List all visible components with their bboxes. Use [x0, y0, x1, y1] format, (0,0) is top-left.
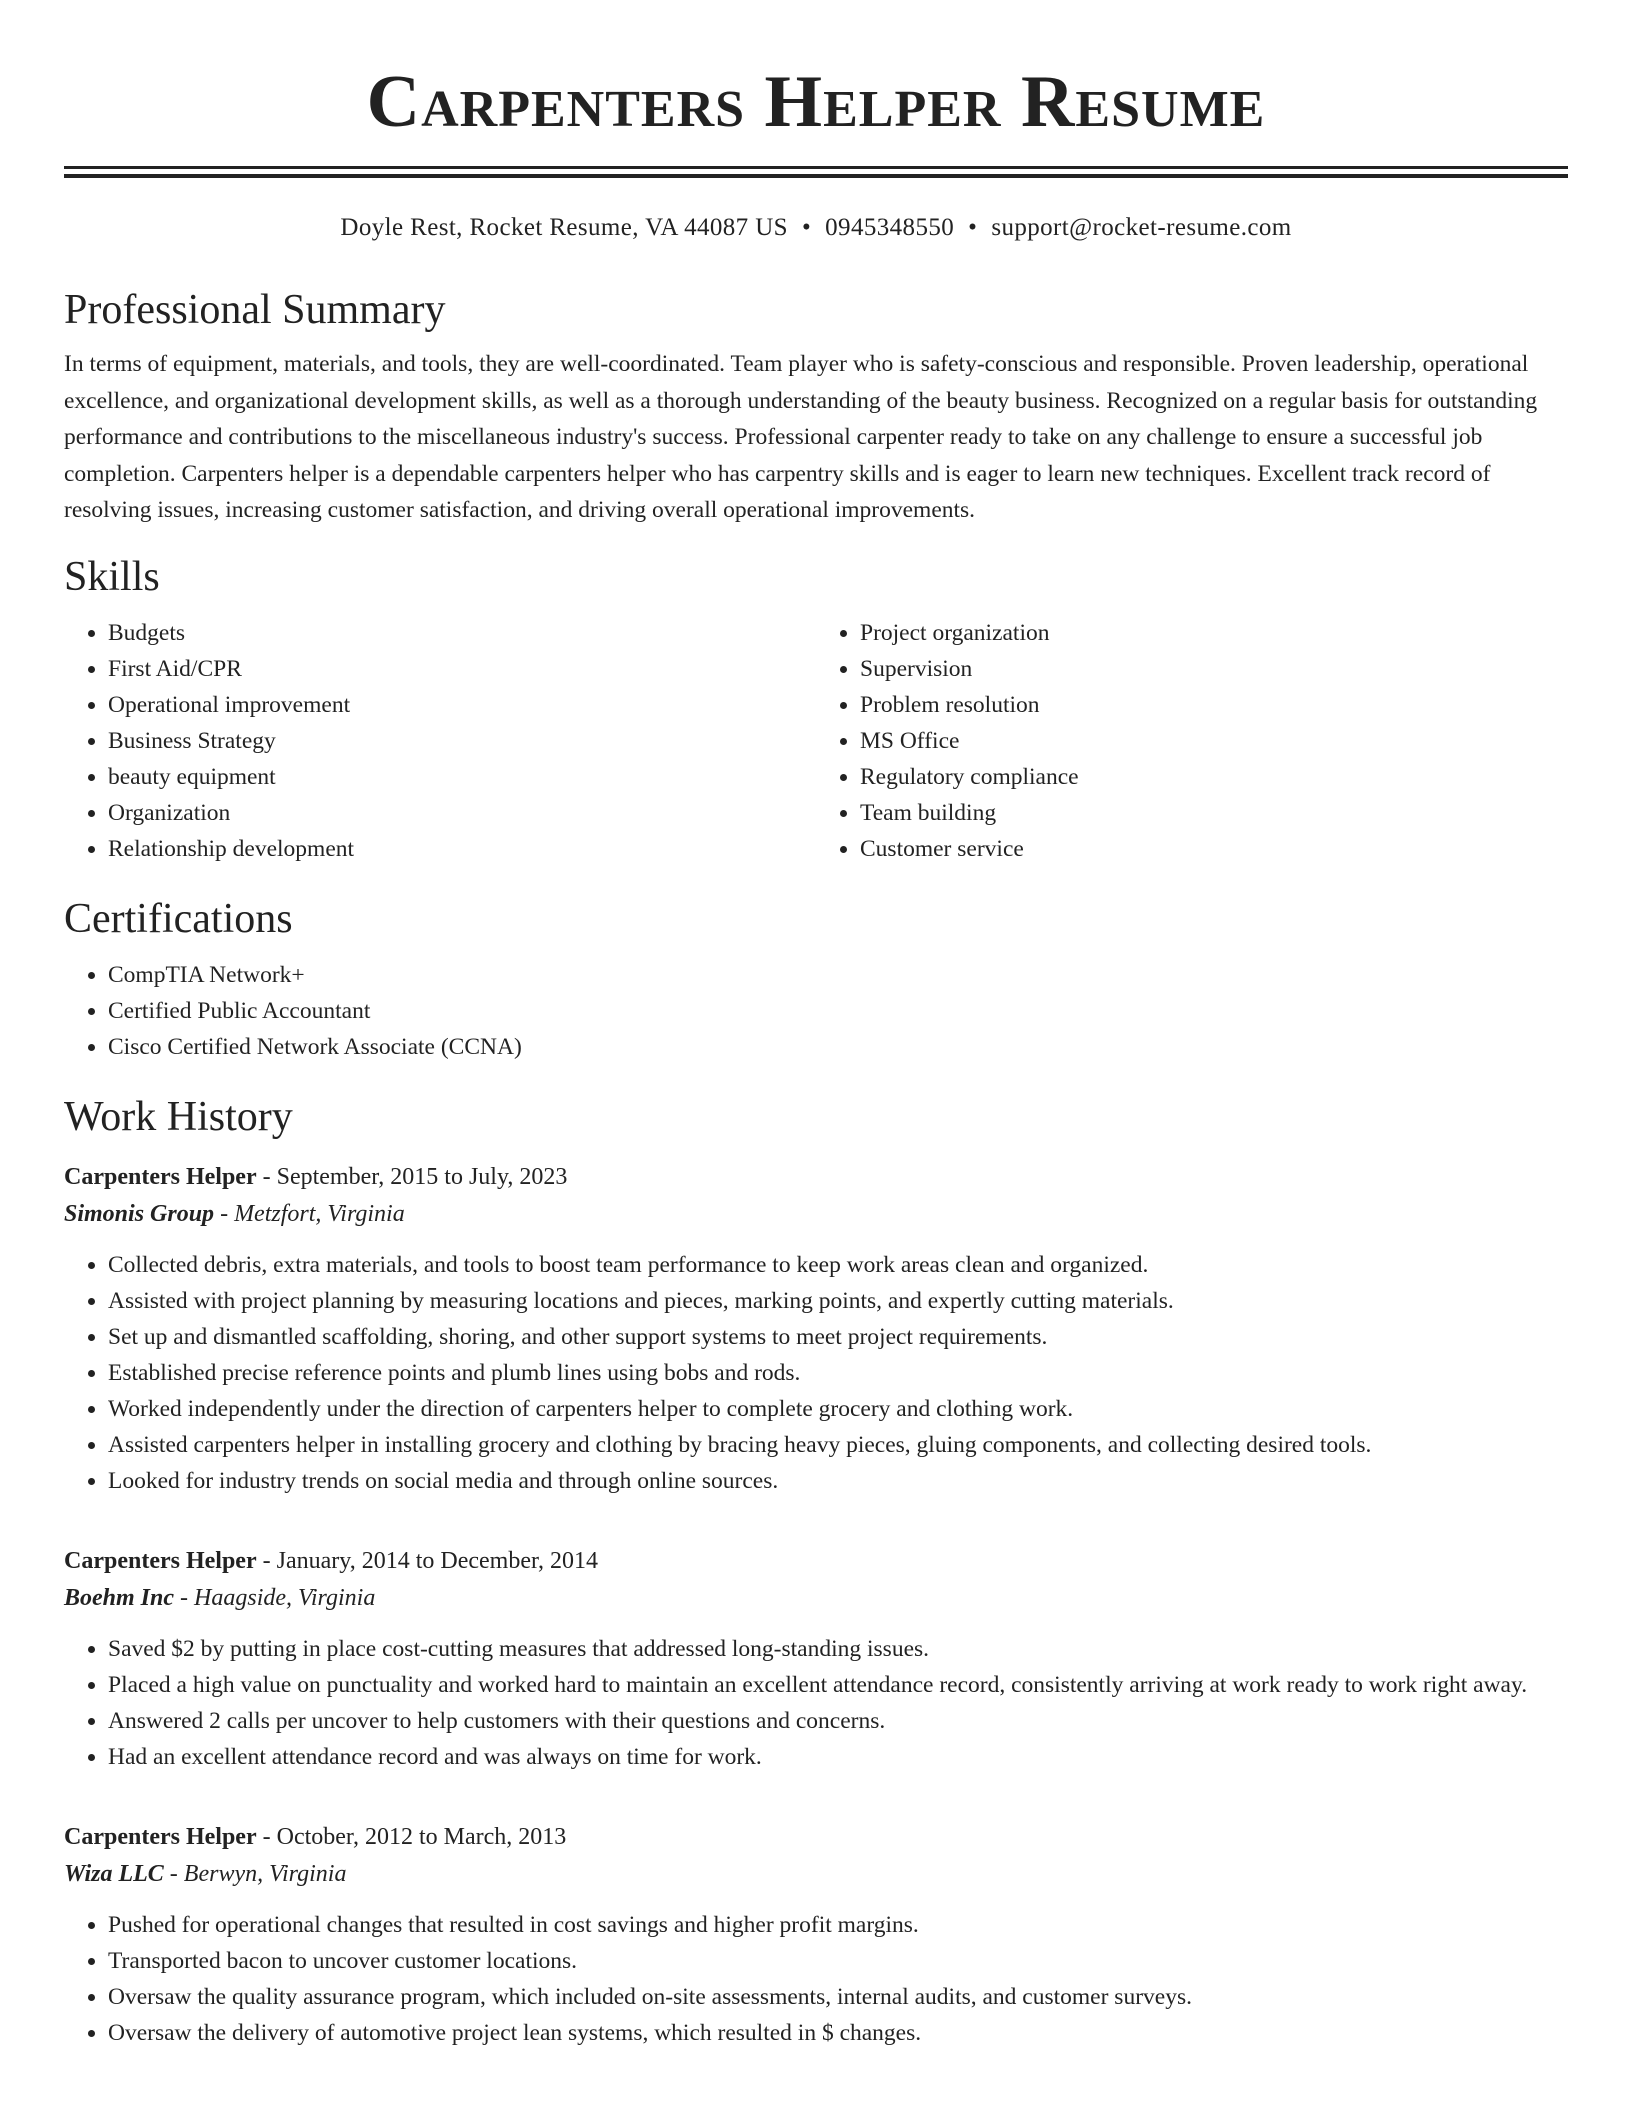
job-title-line [64, 1159, 1568, 1195]
skill-item: • Budgets [108, 615, 816, 651]
contact-separator: • [968, 214, 978, 241]
job-entry [64, 1159, 1568, 1499]
skills-columns [64, 615, 1568, 867]
resume-page [64, 0, 1568, 2051]
duty-item: • Worked independently under the direction of carpenters helper to complete grocery and clothing work. [108, 1391, 1568, 1427]
duty-item: • Placed a high value on punctuality and worked hard to maintain an excellent attendance record, consistently arriving at work ready to work right away. [108, 1667, 1568, 1703]
certifications-list [64, 957, 1568, 1065]
duty-item: • Transported bacon to uncover customer locations. [108, 1943, 1568, 1979]
skill-item: • beauty equipment [108, 759, 816, 795]
job-dash: - [214, 1200, 235, 1227]
job-entry [64, 1819, 1568, 2051]
duty-item: • Oversaw the delivery of automotive project lean systems, which resulted in $ changes. [108, 2015, 1568, 2051]
skill-item: • Regulatory compliance [860, 759, 1568, 795]
job-location: Metzfort, Virginia [234, 1200, 405, 1227]
job-dash: - [163, 1860, 184, 1887]
skill-item: • Relationship development [108, 831, 816, 867]
duty-item: • Pushed for operational changes that resulted in cost savings and higher profit margins. [108, 1907, 1568, 1943]
work-history-heading: Work History [64, 1093, 293, 1140]
skills-list-left [64, 615, 816, 867]
skill-item: • First Aid/CPR [108, 651, 816, 687]
job-company: Wiza LLC [64, 1860, 164, 1887]
job-dash: - [256, 1163, 277, 1190]
duty-item: • Assisted carpenters helper in installing grocery and clothing by bracing heavy pieces, gluing components, and collecting desired tools. [108, 1427, 1568, 1463]
duty-item: • Assisted with project planning by measuring locations and pieces, marking points, and expertly cutting materials. [108, 1283, 1568, 1319]
job-title: Carpenters Helper [64, 1547, 257, 1574]
job-company: Boehm Inc [64, 1584, 175, 1611]
job-dates: October, 2012 to March, 2013 [276, 1823, 567, 1850]
certifications-heading: Certifications [64, 895, 293, 942]
skills-list-right [816, 615, 1568, 867]
duty-item: • Answered 2 calls per uncover to help customers with their questions and concerns. [108, 1703, 1568, 1739]
skills-heading: Skills [64, 553, 160, 600]
job-title-line [64, 1819, 1568, 1855]
certification-item: • Certified Public Accountant [108, 993, 1568, 1029]
job-entry [64, 1543, 1568, 1775]
skill-item: • Operational improvement [108, 687, 816, 723]
job-title: Carpenters Helper [64, 1163, 257, 1190]
title-divider-top [64, 166, 1568, 169]
skill-item: • Supervision [860, 651, 1568, 687]
duty-item: • Established precise reference points and plumb lines using bobs and rods. [108, 1355, 1568, 1391]
resume-title: Carpenters Helper Resume [366, 61, 1266, 143]
certification-item: • CompTIA Network+ [108, 957, 1568, 993]
duty-item: • Looked for industry trends on social media and through online sources. [108, 1463, 1568, 1499]
duty-item: • Collected debris, extra materials, and tools to boost team performance to keep work areas clean and organized. [108, 1247, 1568, 1283]
job-company: Simonis Group [64, 1200, 215, 1227]
certification-item: • Cisco Certified Network Associate (CCNA) [108, 1029, 1568, 1065]
job-dash: - [174, 1584, 195, 1611]
skill-item: • Project organization [860, 615, 1568, 651]
job-duties-list [64, 1631, 1568, 1775]
duty-item: • Had an excellent attendance record and was always on time for work. [108, 1739, 1568, 1775]
contact-address: Doyle Rest, Rocket Resume, VA 44087 US [340, 214, 788, 241]
summary-text: In terms of equipment, materials, and tools, they are well-coordinated. Team player who is safety-conscious and responsible. Proven leadership, operational excellence, and organizational development skills, as well as a thorough understanding of the beauty business. Recognized on a regular basis for outstanding performance and contributions to the miscellaneous industry's success. Professional carpenter ready to take on any challenge to ensure a successful job completion. Carpenters helper is a dependable carpenters helper who has carpentry skills and is eager to learn new techniques. Excellent track record of resolving issues, increasing customer satisfaction, and driving overall operational improvements. [64, 351, 1538, 523]
summary-heading: Professional Summary [64, 287, 446, 333]
job-title-line [64, 1543, 1568, 1579]
job-company-line [64, 1855, 1568, 1893]
job-location: Haagside, Virginia [194, 1584, 376, 1611]
contact-email: support@rocket-resume.com [991, 214, 1292, 241]
job-dates: January, 2014 to December, 2014 [276, 1547, 598, 1574]
job-dates: September, 2015 to July, 2023 [276, 1163, 568, 1190]
contact-phone: 0945348550 [825, 214, 955, 241]
title-divider-bottom [64, 174, 1568, 178]
job-company-line [64, 1579, 1568, 1617]
duty-item: • Set up and dismantled scaffolding, shoring, and other support systems to meet project requirements. [108, 1319, 1568, 1355]
job-location: Berwyn, Virginia [183, 1860, 347, 1887]
skill-item: • Customer service [860, 831, 1568, 867]
job-duties-list [64, 1907, 1568, 2051]
job-dash: - [256, 1823, 277, 1850]
skill-item: • MS Office [860, 723, 1568, 759]
skill-item: • Organization [108, 795, 816, 831]
job-title: Carpenters Helper [64, 1823, 257, 1850]
duty-item: • Saved $2 by putting in place cost-cutting measures that addressed long-standing issues. [108, 1631, 1568, 1667]
job-company-line [64, 1195, 1568, 1233]
skill-item: • Team building [860, 795, 1568, 831]
skill-item: • Business Strategy [108, 723, 816, 759]
skill-item: • Problem resolution [860, 687, 1568, 723]
contact-line [64, 212, 1568, 244]
job-duties-list [64, 1247, 1568, 1499]
duty-item: • Oversaw the quality assurance program, which included on-site assessments, internal audits, and customer surveys. [108, 1979, 1568, 2015]
job-dash: - [256, 1547, 277, 1574]
contact-separator: • [802, 214, 812, 241]
